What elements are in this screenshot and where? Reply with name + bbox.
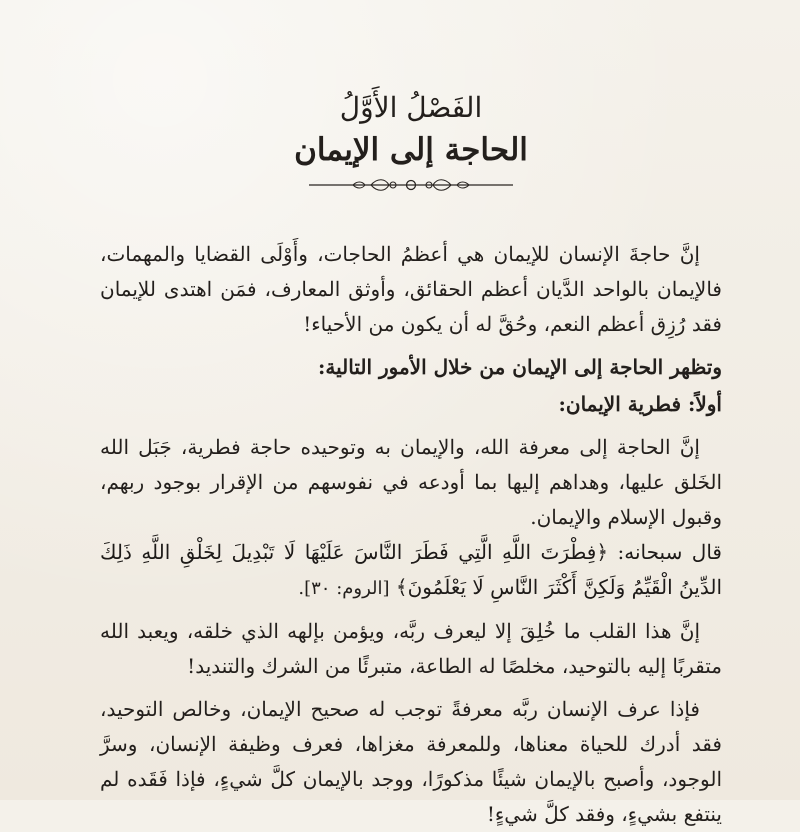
paragraph-2: إنَّ الحاجة إلى معرفة الله، والإيمان به وتوحيده حاجة فطرية، جَبَل الله الخَلق عليها، وهداهم إليها بما أودعه في نفوسهم من الإقرار بوجود ربهم، وقبول الإسلام والإيمان. bbox=[100, 435, 722, 530]
quote-reference: [الروم: ٣٠]. bbox=[298, 578, 390, 600]
chapter-title: الفَصْلُ الأَوَّلُ bbox=[339, 91, 483, 124]
quran-quote-block bbox=[100, 535, 722, 606]
section-heading: أولاً: فطرية الإيمان: bbox=[558, 392, 722, 417]
paragraph-4: فإذا عرف الإنسان ربَّه معرفةً توجب له صحيح الإيمان، وخالص التوحيد، فقد أدرك للحياة معناها، وللمعرفة مغزاها، فعرف وظيفة الإنسان، وسرَّ الوجود، وأصبح بالإيمان شيئًا مذكورًا، ووجد بالإيمان كلَّ شيءٍ، فإذا فَقَده لم ينتفع بشيءٍ، وفقد كلَّ شيءٍ! bbox=[100, 697, 722, 827]
section-intro: وتظهر الحاجة إلى الإيمان من خلال الأمور التالية: bbox=[317, 355, 722, 380]
ornament-divider-icon bbox=[301, 175, 521, 195]
chapter-subtitle: الحاجة إلى الإيمان bbox=[294, 132, 528, 169]
paragraph-3: إنَّ هذا القلب ما خُلِقَ إلا ليعرف ربَّه، ويؤمن بإلهه الذي خلقه، ويعبد الله متقربًا إليه بالتوحيد، مخلصًا له الطاعة، متبرئًا من الشرك والتنديد! bbox=[100, 619, 722, 679]
paragraph-1: إنَّ حاجةَ الإنسان للإيمان هي أعظمُ الحاجات، وأَوْلَى القضايا والمهمات، فالإيمان بالواحد الدَّيان أعظم الحقائق، وأوثق المعارف، فمَن اهتدى للإيمان فقد رُزِق أعظم النعم، وحُقَّ له أن يكون من الأحياء! bbox=[100, 242, 722, 337]
document-content bbox=[100, 237, 722, 832]
chapter-heading bbox=[100, 92, 722, 195]
quran-quote: قال سبحانه: ﴿فِطْرَتَ اللَّهِ الَّتِي فَطَرَ النَّاسَ عَلَيْهَا لَا تَبْدِيلَ لِخَلْقِ اللَّهِ ذَلِكَ الدِّينُ الْقَيِّمُ وَلَكِنَّ أَكْثَرَ النَّاسِ لَا يَعْلَمُونَ﴾ bbox=[100, 540, 722, 600]
